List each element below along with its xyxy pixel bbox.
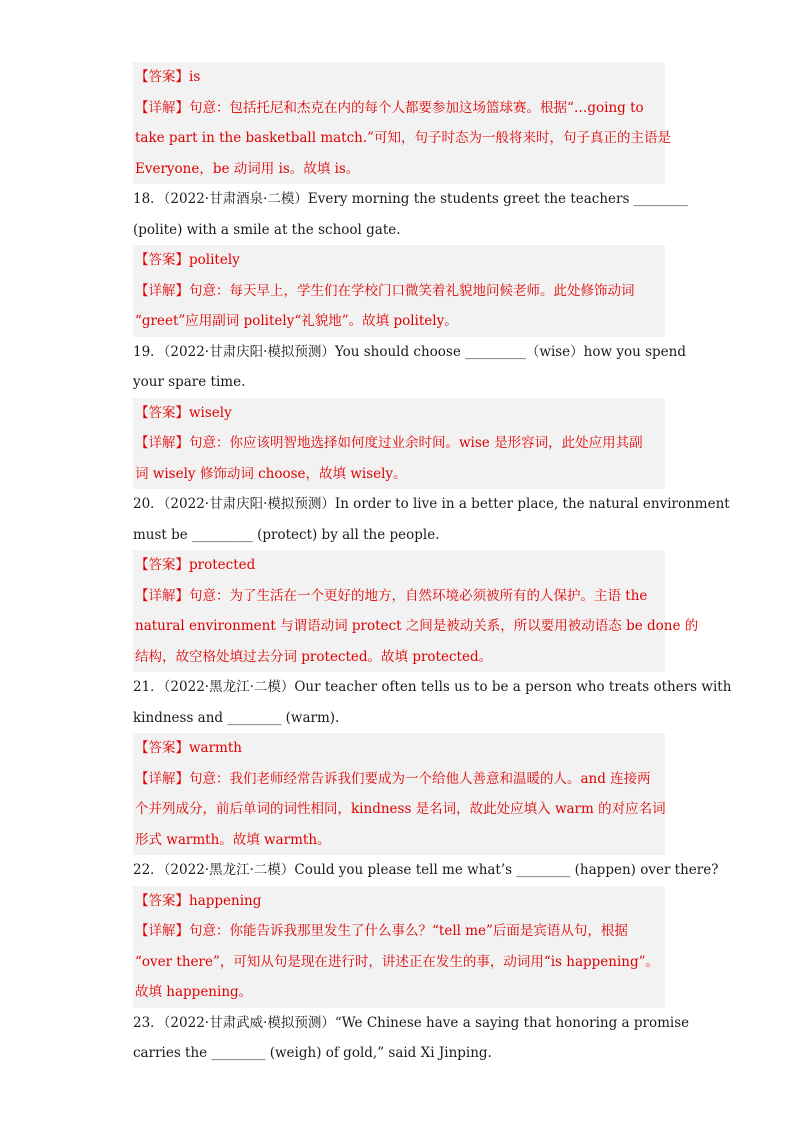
answer-line: 【答案】is: [135, 69, 201, 85]
question-line: 22．（2022·黑龙江·二模）Could you please tell me what’s ________ (happen) over there?: [133, 862, 719, 878]
question-line: your spare time.: [133, 374, 246, 390]
question-line: 18．（2022·甘肃酒泉·二模）Every morning the students greet the teachers ________: [133, 191, 688, 207]
detail-line: 【详解】句意：为了生活在一个更好的地方，自然环境必须被所有的人保护。主语 the: [135, 587, 648, 604]
detail-line: “over there”，可知从句是现在进行时，讲述正在发生的事，动词用“is happening”。: [135, 953, 660, 970]
detail-line: 词 wisely 修饰动词 choose，故填 wisely。: [135, 465, 407, 482]
answer-line: 【答案】protected: [135, 557, 256, 573]
detail-line: 【详解】句意：你能告诉我那里发生了什么事么？“tell me”后面是宾语从句，根据: [135, 923, 628, 939]
question-line: (polite) with a smile at the school gate.: [133, 221, 401, 238]
question-line: 23．（2022·甘肃武威·模拟预测）“We Chinese have a saying that honoring a promise: [133, 1014, 690, 1031]
answer-line: 【答案】warmth: [135, 740, 242, 756]
answer-block: [133, 550, 699, 672]
detail-line: 形式 warmth。故填 warmth。: [135, 831, 331, 848]
detail-line: 个并列成分，前后单词的词性相同，kindness 是名词，故此处应填入 warm 的对应名词: [135, 801, 666, 817]
detail-line: 【详解】句意：我们老师经常告诉我们要成为一个给他人善意和温暖的人。and 连接两: [135, 770, 651, 787]
answer-line: 【答案】wisely: [135, 404, 232, 421]
answer-block: [133, 62, 672, 184]
detail-line: 【详解】句意：包括托尼和杰克在内的每个人都要参加这场篮球赛。根据“…going to: [135, 99, 644, 116]
answer-line: 【答案】politely: [135, 252, 240, 268]
question-line: 21．（2022·黑龙江·二模）Our teacher often tells us to be a person who treats others with: [133, 679, 732, 695]
question-line: 19．（2022·甘肃庆阳·模拟预测）You should choose _________（wise）how you spend: [133, 343, 686, 360]
question-line: carries the ________ (weigh) of gold,” said Xi Jinping.: [133, 1045, 492, 1061]
detail-line: 【详解】句意：你应该明智地选择如何度过业余时间。wise 是形容词，此处应用其副: [135, 435, 643, 451]
detail-line: “greet”应用副词 politely“礼貌地”。故填 politely。: [135, 313, 458, 329]
question-line: kindness and ________ (warm).: [133, 709, 340, 726]
detail-line: take part in the basketball match.”可知，句子时态为一般将来时，句子真正的主语是: [135, 130, 672, 146]
question-line: 20．（2022·甘肃庆阳·模拟预测）In order to live in a better place, the natural environment: [133, 496, 730, 512]
detail-line: Everyone，be 动词用 is。故填 is。: [135, 160, 360, 177]
question-line: must be _________ (protect) by all the people.: [133, 526, 440, 543]
answer-line: 【答案】happening: [135, 892, 262, 909]
answer-block: [133, 886, 665, 1008]
answer-block: [133, 398, 665, 490]
detail-line: 故填 happening。: [135, 984, 253, 1000]
answer-block: [133, 733, 665, 855]
detail-line: 结构，故空格处填过去分词 protected。故填 protected。: [135, 648, 493, 665]
answer-block: [133, 245, 665, 337]
detail-line: natural environment 与谓语动词 protect 之间是被动关系，所以要用被动语态 be done 的: [135, 618, 699, 634]
detail-line: 【详解】句意：每天早上，学生们在学校门口微笑着礼貌地问候老师。此处修饰动词: [135, 282, 635, 299]
